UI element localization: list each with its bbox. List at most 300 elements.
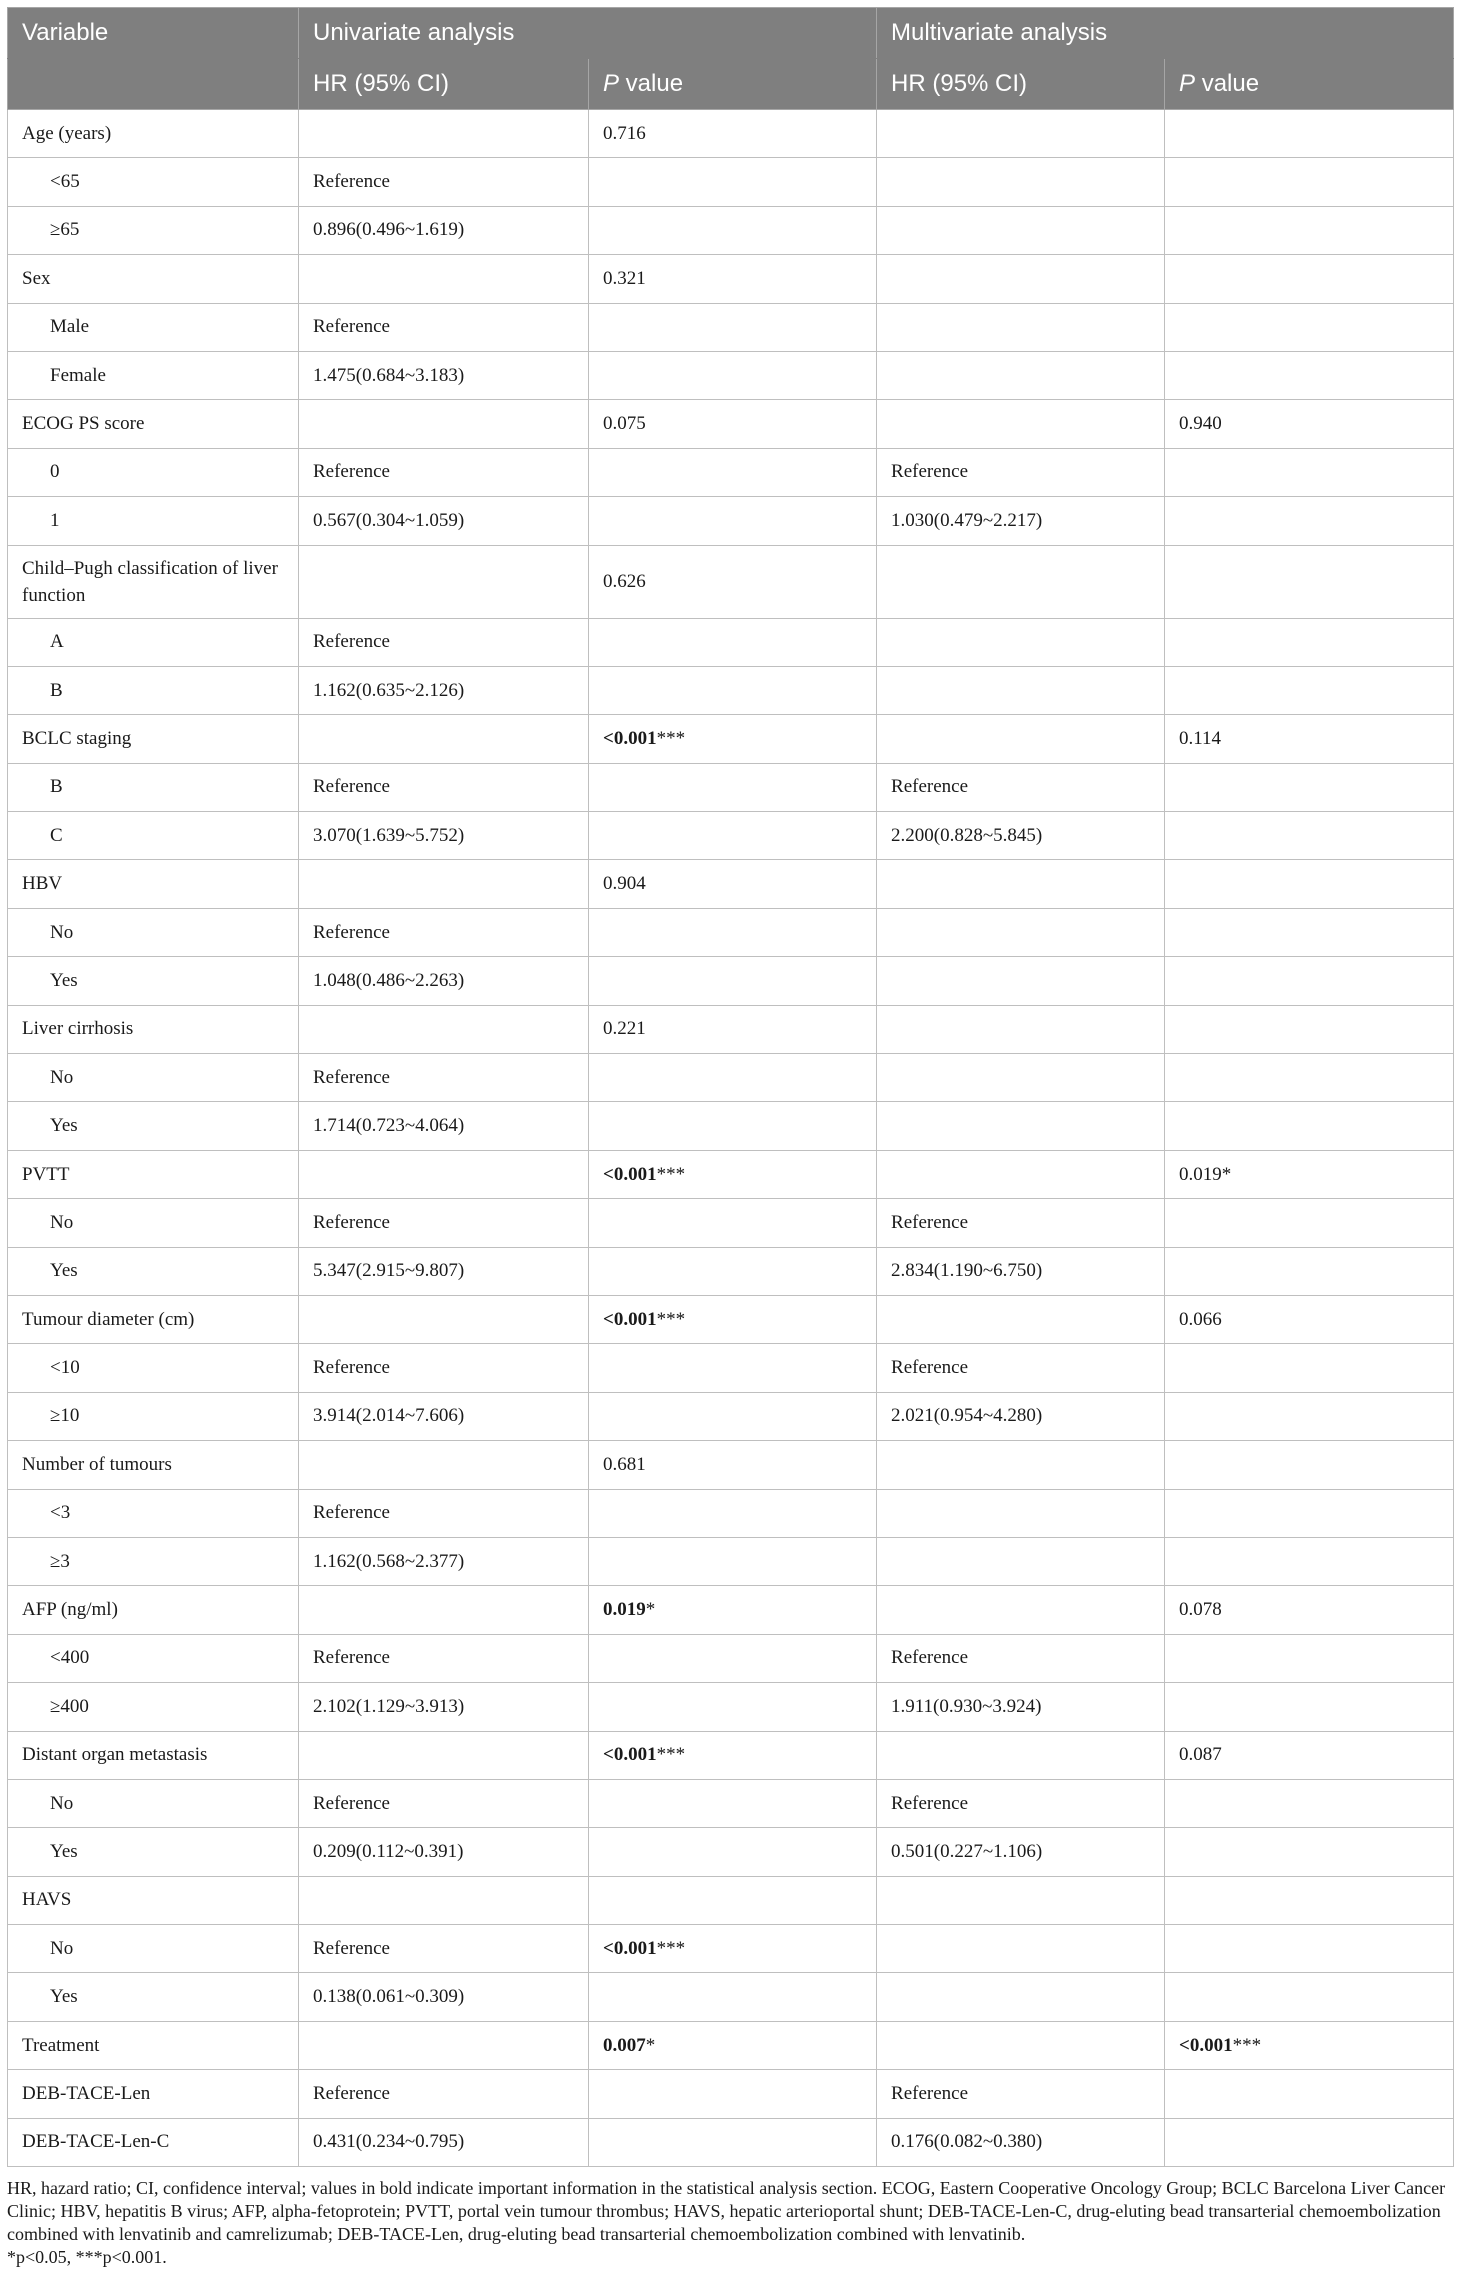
multivariate-p (1165, 618, 1454, 666)
univariate-p (589, 1586, 877, 1634)
multivariate-hr: Reference (877, 1779, 1165, 1827)
univariate-hr: 5.347(2.915~9.807) (299, 1247, 589, 1295)
univariate-hr (299, 255, 589, 303)
univariate-p-value: 0.904 (603, 873, 646, 895)
multivariate-hr: 2.021(0.954~4.280) (877, 1392, 1165, 1440)
header-variable: Variable (8, 8, 299, 59)
univariate-hr: Reference (299, 1634, 589, 1682)
table-row (8, 1537, 1454, 1585)
univariate-p (589, 158, 877, 206)
multivariate-hr (877, 860, 1165, 908)
footnote-significance: *p<0.05, ***p<0.001. (7, 2247, 167, 2268)
multivariate-p (1165, 1295, 1454, 1343)
multivariate-hr: 0.501(0.227~1.106) (877, 1828, 1165, 1876)
multivariate-p (1165, 1779, 1454, 1827)
univariate-p (589, 908, 877, 956)
univariate-p (589, 1102, 877, 1150)
univariate-p-significance: * (645, 1599, 656, 1621)
multivariate-p (1165, 1199, 1454, 1247)
univariate-p (589, 1150, 877, 1198)
multivariate-hr (877, 1102, 1165, 1150)
multivariate-p (1165, 1586, 1454, 1634)
table-row (8, 158, 1454, 206)
multivariate-hr (877, 1054, 1165, 1102)
row-label: Number of tumours (8, 1441, 299, 1489)
multivariate-p-value: 0.114 (1179, 727, 1222, 749)
row-label: No (8, 1925, 299, 1973)
multivariate-p-significance: *** (1232, 2034, 1262, 2056)
table-row (8, 860, 1454, 908)
multivariate-p-value: 0.087 (1179, 1744, 1222, 1766)
header-multivariate-hr: HR (95% CI) (877, 59, 1165, 110)
multivariate-hr (877, 666, 1165, 714)
multivariate-p (1165, 1247, 1454, 1295)
univariate-p-value: <0.001 (603, 1163, 657, 1185)
multivariate-hr: 2.834(1.190~6.750) (877, 1247, 1165, 1295)
table-row (8, 1054, 1454, 1102)
univariate-hr: Reference (299, 1489, 589, 1537)
multivariate-hr (877, 1441, 1165, 1489)
multivariate-p (1165, 303, 1454, 351)
row-label: Treatment (8, 2021, 299, 2069)
univariate-hr (299, 110, 589, 158)
univariate-p-significance: * (645, 2034, 656, 2056)
table-row (8, 666, 1454, 714)
univariate-hr (299, 2021, 589, 2069)
univariate-p (589, 1489, 877, 1537)
multivariate-hr (877, 110, 1165, 158)
row-label: Yes (8, 1247, 299, 1295)
univariate-p (589, 400, 877, 448)
univariate-hr: 1.475(0.684~3.183) (299, 351, 589, 399)
multivariate-hr (877, 1489, 1165, 1537)
table-row (8, 1247, 1454, 1295)
univariate-p (589, 812, 877, 860)
p-rest: value (1195, 70, 1260, 97)
univariate-p-value: 0.007 (603, 2034, 646, 2056)
univariate-hr (299, 1731, 589, 1779)
row-label: Distant organ metastasis (8, 1731, 299, 1779)
table-row (8, 1392, 1454, 1440)
univariate-p (589, 206, 877, 254)
univariate-hr: 1.162(0.568~2.377) (299, 1537, 589, 1585)
univariate-p-significance: *** (656, 1163, 686, 1185)
univariate-p-value: <0.001 (603, 1744, 657, 1766)
univariate-hr: Reference (299, 908, 589, 956)
multivariate-hr: Reference (877, 2070, 1165, 2118)
univariate-p (589, 303, 877, 351)
table-row (8, 957, 1454, 1005)
multivariate-p (1165, 1344, 1454, 1392)
multivariate-hr (877, 1295, 1165, 1343)
univariate-hr: 3.914(2.014~7.606) (299, 1392, 589, 1440)
multivariate-hr (877, 1537, 1165, 1585)
table-row (8, 351, 1454, 399)
multivariate-p (1165, 1634, 1454, 1682)
univariate-hr (299, 545, 589, 618)
univariate-p (589, 2021, 877, 2069)
univariate-p (589, 1005, 877, 1053)
table-row (8, 303, 1454, 351)
univariate-p (589, 2070, 877, 2118)
univariate-p (589, 1295, 877, 1343)
table-row (8, 1876, 1454, 1924)
univariate-p-value: <0.001 (603, 1937, 657, 1959)
multivariate-hr: Reference (877, 1634, 1165, 1682)
row-label: C (8, 812, 299, 860)
table-row (8, 1779, 1454, 1827)
row-label: <10 (8, 1344, 299, 1392)
univariate-p (589, 1731, 877, 1779)
univariate-p-value: 0.075 (603, 413, 646, 435)
univariate-p-significance: *** (656, 727, 686, 749)
row-label: A (8, 618, 299, 666)
row-label: No (8, 1199, 299, 1247)
univariate-hr: Reference (299, 1054, 589, 1102)
multivariate-hr (877, 1925, 1165, 1973)
multivariate-hr: 0.176(0.082~0.380) (877, 2118, 1165, 2166)
multivariate-p (1165, 545, 1454, 618)
univariate-hr: Reference (299, 618, 589, 666)
univariate-p (589, 666, 877, 714)
header-multivariate-p (1165, 59, 1454, 110)
univariate-p (589, 860, 877, 908)
univariate-hr: Reference (299, 763, 589, 811)
row-label: HBV (8, 860, 299, 908)
univariate-hr: 2.102(1.129~3.913) (299, 1683, 589, 1731)
univariate-hr (299, 1295, 589, 1343)
row-label: ≥400 (8, 1683, 299, 1731)
row-label: PVTT (8, 1150, 299, 1198)
univariate-p-significance: *** (656, 1308, 686, 1330)
table-row (8, 206, 1454, 254)
table-row (8, 763, 1454, 811)
multivariate-p (1165, 1150, 1454, 1198)
univariate-hr: 0.209(0.112~0.391) (299, 1828, 589, 1876)
univariate-hr: 1.714(0.723~4.064) (299, 1102, 589, 1150)
row-label: No (8, 1779, 299, 1827)
univariate-p (589, 1392, 877, 1440)
univariate-p (589, 1537, 877, 1585)
univariate-hr: Reference (299, 1344, 589, 1392)
table-row (8, 1828, 1454, 1876)
univariate-p (589, 351, 877, 399)
table-body (8, 110, 1454, 2167)
multivariate-hr (877, 2021, 1165, 2069)
multivariate-p (1165, 812, 1454, 860)
univariate-p (589, 1779, 877, 1827)
univariate-p-value: <0.001 (603, 727, 657, 749)
univariate-p (589, 1199, 877, 1247)
univariate-hr (299, 1150, 589, 1198)
row-label: Sex (8, 255, 299, 303)
multivariate-p (1165, 497, 1454, 545)
multivariate-hr: Reference (877, 763, 1165, 811)
multivariate-hr (877, 206, 1165, 254)
univariate-hr: 0.896(0.496~1.619) (299, 206, 589, 254)
multivariate-p (1165, 957, 1454, 1005)
table-row (8, 2118, 1454, 2166)
p-italic: P (603, 70, 620, 97)
univariate-p (589, 1683, 877, 1731)
multivariate-p (1165, 1054, 1454, 1102)
univariate-p-value: 0.221 (603, 1018, 646, 1040)
multivariate-hr (877, 957, 1165, 1005)
univariate-hr: 0.431(0.234~0.795) (299, 2118, 589, 2166)
row-label: Tumour diameter (cm) (8, 1295, 299, 1343)
univariate-hr (299, 860, 589, 908)
univariate-hr: Reference (299, 2070, 589, 2118)
table-row (8, 715, 1454, 763)
univariate-hr: 1.162(0.635~2.126) (299, 666, 589, 714)
row-label: Age (years) (8, 110, 299, 158)
univariate-hr (299, 1441, 589, 1489)
univariate-p (589, 763, 877, 811)
multivariate-p (1165, 1489, 1454, 1537)
multivariate-hr (877, 1973, 1165, 2021)
table-row (8, 1441, 1454, 1489)
row-label: DEB-TACE-Len-C (8, 2118, 299, 2166)
univariate-p-significance: *** (656, 1937, 686, 1959)
header-blank (8, 59, 299, 110)
row-label: Yes (8, 1973, 299, 2021)
row-label: 0 (8, 448, 299, 496)
univariate-p (589, 618, 877, 666)
table-row (8, 1489, 1454, 1537)
univariate-p (589, 1973, 877, 2021)
table-row (8, 618, 1454, 666)
multivariate-p (1165, 110, 1454, 158)
multivariate-hr: Reference (877, 448, 1165, 496)
multivariate-p (1165, 1925, 1454, 1973)
table-row (8, 1634, 1454, 1682)
multivariate-hr (877, 715, 1165, 763)
multivariate-hr (877, 158, 1165, 206)
table-row (8, 908, 1454, 956)
multivariate-hr (877, 255, 1165, 303)
multivariate-p (1165, 1876, 1454, 1924)
footnote-abbreviations: HR, hazard ratio; CI, confidence interval; values in bold indicate important information in the statistical analysis section. ECOG, Eastern Cooperative Oncology Group; BCLC Barcelona Liver Cancer Clinic; HBV, hepatitis B virus; AFP, alpha-fetoprotein; PVTT, portal vein tumour thrombus; HAVS, hepatic arterioportal shunt; DEB-TACE-Len-C, drug-eluting bead transarterial chemoembolization combined with lenvatinib and camrelizumab; DEB-TACE-Len, drug-eluting bead transarterial chemoembolization combined with lenvatinib. (7, 2178, 1446, 2245)
row-label: <3 (8, 1489, 299, 1537)
univariate-hr: 1.048(0.486~2.263) (299, 957, 589, 1005)
multivariate-hr (877, 351, 1165, 399)
header-univariate-p (589, 59, 877, 110)
table-container (7, 7, 1453, 2269)
table-row (8, 110, 1454, 158)
multivariate-hr (877, 618, 1165, 666)
univariate-p (589, 497, 877, 545)
multivariate-p (1165, 2021, 1454, 2069)
header-univariate-hr: HR (95% CI) (299, 59, 589, 110)
table-row (8, 448, 1454, 496)
table-row (8, 1150, 1454, 1198)
univariate-p (589, 715, 877, 763)
row-label: Female (8, 351, 299, 399)
row-label: DEB-TACE-Len (8, 2070, 299, 2118)
univariate-p-value: 0.019 (603, 1599, 646, 1621)
multivariate-hr: 2.200(0.828~5.845) (877, 812, 1165, 860)
row-label: ≥10 (8, 1392, 299, 1440)
univariate-p-value: 0.716 (603, 122, 646, 144)
table-row (8, 1005, 1454, 1053)
row-label: HAVS (8, 1876, 299, 1924)
multivariate-p (1165, 1537, 1454, 1585)
univariate-hr: Reference (299, 448, 589, 496)
table-row (8, 1731, 1454, 1779)
multivariate-hr (877, 1586, 1165, 1634)
multivariate-hr (877, 545, 1165, 618)
table-row (8, 1973, 1454, 2021)
multivariate-p (1165, 715, 1454, 763)
multivariate-p-value: 0.940 (1179, 413, 1222, 435)
univariate-p (589, 110, 877, 158)
univariate-p (589, 1441, 877, 1489)
table-row (8, 2021, 1454, 2069)
multivariate-p-value: 0.019* (1179, 1163, 1232, 1185)
univariate-p (589, 1247, 877, 1295)
univariate-p (589, 1344, 877, 1392)
univariate-p (589, 957, 877, 1005)
multivariate-hr: Reference (877, 1199, 1165, 1247)
row-label: Liver cirrhosis (8, 1005, 299, 1053)
multivariate-p (1165, 448, 1454, 496)
p-rest: value (619, 70, 684, 97)
row-label: Child–Pugh classification of liver function (8, 545, 299, 618)
row-label: B (8, 666, 299, 714)
multivariate-p (1165, 1973, 1454, 2021)
row-label: BCLC staging (8, 715, 299, 763)
univariate-hr: Reference (299, 158, 589, 206)
row-label: Male (8, 303, 299, 351)
table-row (8, 1925, 1454, 1973)
multivariate-hr (877, 303, 1165, 351)
hazard-ratio-table (7, 7, 1454, 2167)
header-univariate: Univariate analysis (299, 8, 877, 59)
univariate-p (589, 1925, 877, 1973)
univariate-hr: 3.070(1.639~5.752) (299, 812, 589, 860)
row-label: ≥3 (8, 1537, 299, 1585)
univariate-p (589, 1828, 877, 1876)
univariate-p (589, 2118, 877, 2166)
table-row (8, 1199, 1454, 1247)
row-label: Yes (8, 1102, 299, 1150)
multivariate-p (1165, 1005, 1454, 1053)
multivariate-hr: 1.030(0.479~2.217) (877, 497, 1165, 545)
multivariate-p (1165, 2070, 1454, 2118)
multivariate-p (1165, 763, 1454, 811)
row-label: Yes (8, 957, 299, 1005)
univariate-hr (299, 400, 589, 448)
multivariate-p-value: 0.078 (1179, 1599, 1222, 1621)
multivariate-p (1165, 860, 1454, 908)
row-label: 1 (8, 497, 299, 545)
univariate-p (589, 255, 877, 303)
multivariate-hr (877, 1005, 1165, 1053)
table-row (8, 1586, 1454, 1634)
univariate-hr (299, 715, 589, 763)
univariate-hr: Reference (299, 1779, 589, 1827)
p-italic: P (1179, 70, 1196, 97)
multivariate-hr: Reference (877, 1344, 1165, 1392)
table-row (8, 2070, 1454, 2118)
multivariate-p (1165, 400, 1454, 448)
univariate-p-value: 0.681 (603, 1453, 646, 1475)
multivariate-p (1165, 158, 1454, 206)
table-row (8, 400, 1454, 448)
table-row (8, 1102, 1454, 1150)
multivariate-p (1165, 1683, 1454, 1731)
multivariate-p-value: 0.066 (1179, 1308, 1222, 1330)
row-label: <400 (8, 1634, 299, 1682)
univariate-p-value: 0.626 (603, 570, 646, 592)
multivariate-p (1165, 1441, 1454, 1489)
multivariate-hr (877, 1876, 1165, 1924)
multivariate-p (1165, 206, 1454, 254)
multivariate-p (1165, 2118, 1454, 2166)
multivariate-p (1165, 351, 1454, 399)
header-multivariate: Multivariate analysis (877, 8, 1454, 59)
multivariate-p (1165, 1731, 1454, 1779)
multivariate-p (1165, 1392, 1454, 1440)
multivariate-hr (877, 1150, 1165, 1198)
row-label: B (8, 763, 299, 811)
row-label: ECOG PS score (8, 400, 299, 448)
multivariate-hr (877, 1731, 1165, 1779)
univariate-hr: Reference (299, 1199, 589, 1247)
univariate-hr: Reference (299, 303, 589, 351)
table-row (8, 255, 1454, 303)
univariate-p-value: <0.001 (603, 1308, 657, 1330)
multivariate-p (1165, 908, 1454, 956)
univariate-p (589, 1054, 877, 1102)
univariate-hr: 0.567(0.304~1.059) (299, 497, 589, 545)
table-row (8, 497, 1454, 545)
multivariate-p (1165, 1102, 1454, 1150)
table-footnote (7, 2177, 1453, 2269)
multivariate-p (1165, 255, 1454, 303)
row-label: ≥65 (8, 206, 299, 254)
table-row (8, 1344, 1454, 1392)
row-label: Yes (8, 1828, 299, 1876)
univariate-p-significance: *** (656, 1744, 686, 1766)
univariate-p (589, 448, 877, 496)
row-label: No (8, 908, 299, 956)
table-row (8, 812, 1454, 860)
multivariate-hr: 1.911(0.930~3.924) (877, 1683, 1165, 1731)
table-row (8, 1683, 1454, 1731)
multivariate-hr (877, 908, 1165, 956)
table-row (8, 1295, 1454, 1343)
row-label: AFP (ng/ml) (8, 1586, 299, 1634)
multivariate-p (1165, 1828, 1454, 1876)
univariate-hr: Reference (299, 1925, 589, 1973)
univariate-hr (299, 1005, 589, 1053)
univariate-p (589, 1634, 877, 1682)
univariate-p-value: 0.321 (603, 267, 646, 289)
univariate-hr (299, 1876, 589, 1924)
table-header (8, 8, 1454, 110)
univariate-hr (299, 1586, 589, 1634)
multivariate-p (1165, 666, 1454, 714)
multivariate-hr (877, 400, 1165, 448)
row-label: <65 (8, 158, 299, 206)
univariate-p (589, 545, 877, 618)
table-row (8, 545, 1454, 618)
multivariate-p-value: <0.001 (1179, 2034, 1233, 2056)
univariate-hr: 0.138(0.061~0.309) (299, 1973, 589, 2021)
univariate-p (589, 1876, 877, 1924)
row-label: No (8, 1054, 299, 1102)
